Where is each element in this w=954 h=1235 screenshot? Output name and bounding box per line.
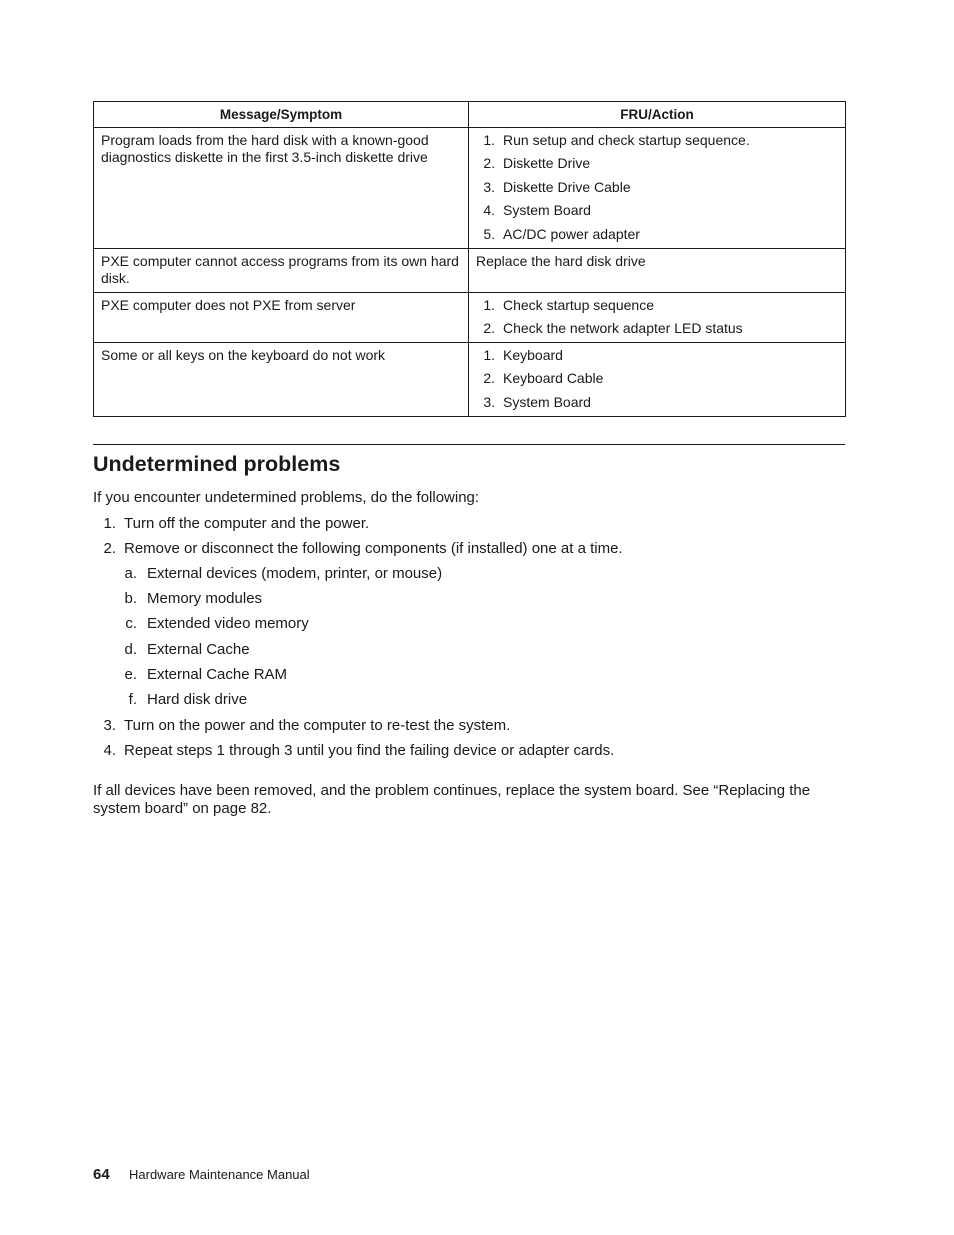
symptom-cell: Program loads from the hard disk with a known-good diagnostics diskette in the first 3.5-inch diskette drive (94, 128, 469, 249)
list-item: b. Memory modules (124, 590, 263, 608)
section-divider (93, 444, 845, 445)
table-row (94, 248, 846, 292)
action-cell (469, 342, 846, 416)
substeps-list (93, 565, 845, 709)
section-body (93, 489, 845, 818)
list-item: 1. Run setup and check startup sequence. (483, 132, 750, 148)
list-item: 2. Check the network adapter LED status (483, 319, 743, 336)
action-cell: Replace the hard disk drive (469, 248, 846, 292)
list-item: 2. Diskette Drive (483, 155, 591, 172)
list-item: 1. Check startup sequence (483, 296, 654, 313)
symptom-cell: PXE computer cannot access programs from its own hard disk. (94, 248, 469, 292)
action-cell (469, 128, 846, 249)
header-message-symptom: Message/Symptom (94, 102, 469, 128)
list-item: f. Hard disk drive (128, 691, 248, 709)
section-title: Undetermined problems (93, 451, 341, 476)
table-row (94, 342, 846, 416)
list-item: e. External Cache RAM (124, 665, 288, 683)
action-list (476, 347, 838, 411)
table-row (94, 128, 846, 249)
table-header-row (94, 102, 846, 128)
header-fru-action: FRU/Action (469, 102, 846, 128)
list-item: 3. Turn on the power and the computer to re-test the system. (103, 716, 511, 734)
table-row (94, 292, 846, 342)
list-item: 3. Diskette Drive Cable (483, 178, 631, 195)
symptom-cell: PXE computer does not PXE from server (94, 292, 469, 342)
intro-paragraph: If you encounter undetermined problems, do the following: (93, 488, 480, 506)
page-number: 64 (93, 1166, 110, 1183)
list-item: 3. System Board (483, 393, 591, 410)
list-item: 1. Turn off the computer and the power. (103, 514, 370, 532)
list-item: a. External devices (modem, printer, or mouse) (124, 564, 443, 582)
list-item: d. External Cache (124, 640, 250, 658)
list-item: 4. Repeat steps 1 through 3 until you find the failing device or adapter cards. (103, 741, 615, 759)
symptom-cell: Some or all keys on the keyboard do not work (94, 342, 469, 416)
fru-table (93, 101, 846, 417)
list-item: 2. Keyboard Cable (483, 370, 604, 387)
page-content (93, 101, 845, 818)
list-item: 1. Keyboard (483, 346, 563, 363)
list-item: 5. AC/DC power adapter (483, 225, 640, 242)
closing-paragraph: If all devices have been removed, and the problem continues, replace the system board. See “Replacing the system board” on page 82. (93, 781, 811, 817)
page-footer (93, 1166, 310, 1183)
action-list (476, 132, 838, 243)
manual-name: Hardware Maintenance Manual (129, 1167, 310, 1182)
action-cell (469, 292, 846, 342)
steps-list (93, 515, 845, 760)
list-item: 2. Remove or disconnect the following components (if installed) one at a time. a. External devices (modem, printer, or mouse) b. Memory modules c. Extended video memory d. External Cache e. External Cache RAM f. Hard disk drive (93, 540, 845, 709)
list-item: c. Extended video memory (125, 615, 309, 633)
action-list (476, 297, 838, 337)
list-item: 4. System Board (483, 202, 591, 219)
